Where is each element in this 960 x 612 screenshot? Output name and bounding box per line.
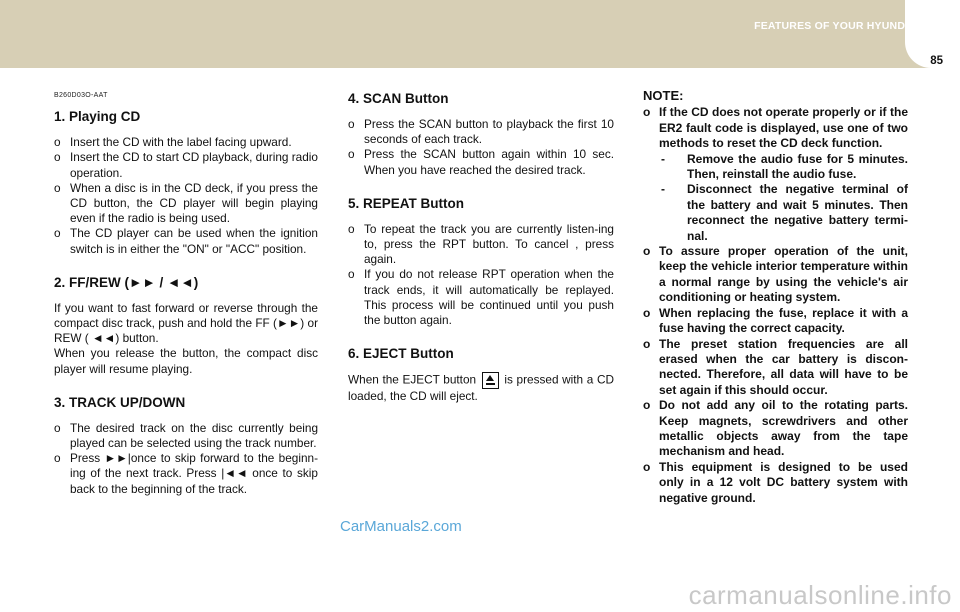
note-list — [643, 105, 908, 506]
list-item — [348, 222, 614, 268]
bullet: o — [643, 459, 651, 474]
list-item-text: To assure proper operation of the unit, keep the vehicle interior temperature within a normal range by using the vehicle's air conditioning or heating system. — [659, 244, 908, 305]
list-item-text: Insert the CD to start CD playback, during radio operation. — [70, 150, 318, 180]
bullet: o — [643, 398, 651, 413]
section-title-repeat: 5. REPEAT Button — [348, 195, 464, 211]
list-item — [643, 306, 908, 337]
list-item — [54, 421, 318, 451]
note-title: NOTE: — [643, 88, 684, 103]
list-item-text: The desired track on the disc currently being played can be selected using the track number. — [70, 420, 318, 451]
bullet: o — [348, 267, 355, 282]
dash: - — [661, 182, 665, 197]
page-number: 85 — [930, 55, 943, 67]
note-column — [643, 88, 908, 506]
eject-text-after: is pressed with a CD loaded, the CD will eject. — [348, 372, 614, 404]
header-title: FEATURES OF YOUR HYUNDAI — [754, 20, 916, 32]
list-item — [348, 117, 614, 147]
note-sublist — [659, 152, 908, 244]
list-item-text: Disconnect the negative terminal of the battery and wait 5 minutes. Then reconnect the negative battery termi-nal. — [687, 182, 908, 243]
track-list — [54, 421, 318, 497]
list-item-text: Press ►►|once to skip forward to the beginn-ing of the next track. Press |◄◄ once to skip back to the beginning of the track. — [70, 451, 318, 496]
bullet: o — [643, 244, 651, 259]
eject-icon — [482, 372, 499, 389]
list-item — [643, 337, 908, 399]
ff-rew-paragraph: When you release the button, the compact disc player will resume playing. — [54, 346, 318, 376]
list-item — [348, 147, 614, 177]
list-item-text: When replacing the fuse, replace it with a fuse having the correct capacity. — [659, 305, 908, 336]
section-title-eject: 6. EJECT Button — [348, 346, 454, 362]
list-item-text: This equipment is designed to be used only in a 12 volt DC battery system with negative ground. — [659, 459, 908, 505]
sub-list-item — [661, 182, 908, 244]
header-band — [0, 0, 960, 68]
playing-cd-list — [54, 135, 318, 257]
eject-paragraph — [348, 372, 614, 404]
bullet: o — [54, 180, 61, 195]
bullet: o — [643, 305, 651, 320]
list-item — [54, 226, 318, 256]
list-item — [643, 398, 908, 460]
bullet: o — [643, 105, 651, 120]
list-item-text: To repeat the track you are currently listen-ing to, press the RPT button. To cancel , press again. — [364, 221, 614, 267]
list-item-text: If you do not release RPT operation when the track ends, it will automatically be replayed. This process will be continued until you push the button again. — [364, 267, 614, 328]
list-item — [54, 451, 318, 497]
bullet: o — [54, 420, 61, 435]
list-item-text: Insert the CD with the label facing upward. — [70, 135, 292, 150]
list-item — [643, 105, 908, 244]
list-item-text: Do not add any oil to the rotating parts. Keep magnets, screwdrivers and other metallic objects away from the tape mechanism and head. — [659, 398, 908, 459]
section-title-track-up-down: 3. TRACK UP/DOWN — [54, 394, 186, 410]
list-item — [54, 135, 318, 150]
column-1 — [54, 88, 318, 497]
bullet: o — [54, 451, 61, 466]
section-title-playing-cd: 1. Playing CD — [54, 109, 141, 125]
dash: - — [661, 151, 665, 166]
list-item-text: Press the SCAN button to playback the first 10 seconds of each track. — [364, 117, 614, 147]
watermark-center: CarManuals2.com — [340, 518, 462, 535]
list-item-text: When a disc is in the CD deck, if you press the CD button, the CD player will begin playing even if the radio is being used. — [70, 180, 318, 226]
section-title-scan: 4. SCAN Button — [348, 91, 449, 106]
bullet: o — [348, 147, 355, 162]
section-code: B260D03O-AAT — [54, 92, 108, 99]
list-item-text: The CD player can be used when the ignition switch is in either the "ON" or "ACC" position. — [70, 226, 318, 256]
eject-text-before: When the EJECT button — [348, 372, 477, 387]
bullet: o — [643, 336, 651, 351]
repeat-list — [348, 222, 614, 328]
list-item — [348, 267, 614, 328]
list-item — [54, 150, 318, 180]
bullet: o — [54, 226, 61, 241]
chapter-number: 1 — [919, 7, 936, 40]
column-2 — [348, 90, 614, 404]
watermark-footer: carmanualsonline.info — [688, 580, 952, 610]
section-title-ff-rew: 2. FF/REW (►► / ◄◄) — [54, 274, 199, 290]
list-item-text: Press the SCAN button again within 10 sec. When you have reached the desired track. — [364, 147, 614, 177]
list-item — [54, 181, 318, 227]
bullet: o — [348, 117, 355, 131]
list-item-text: Remove the audio fuse for 5 minutes. Then, reinstall the audio fuse. — [687, 151, 908, 182]
list-item-text: If the CD does not operate properly or if the ER2 fault code is displayed, use one of two methods to reset the CD deck function. — [659, 105, 908, 151]
bullet: o — [54, 135, 61, 150]
bullet: o — [348, 221, 355, 236]
scan-list — [348, 117, 614, 178]
list-item-text: The preset station frequencies are all erased when the car battery is discon-nected. Therefore, all data will have to be set again if this should occur. — [659, 336, 908, 397]
list-item — [643, 244, 908, 306]
bullet: o — [54, 150, 61, 165]
sub-list-item — [661, 152, 908, 183]
ff-rew-paragraph: If you want to fast forward or reverse through the compact disc track, push and hold the FF (►►) or REW ( ◄◄) button. — [54, 300, 318, 346]
list-item — [643, 460, 908, 506]
